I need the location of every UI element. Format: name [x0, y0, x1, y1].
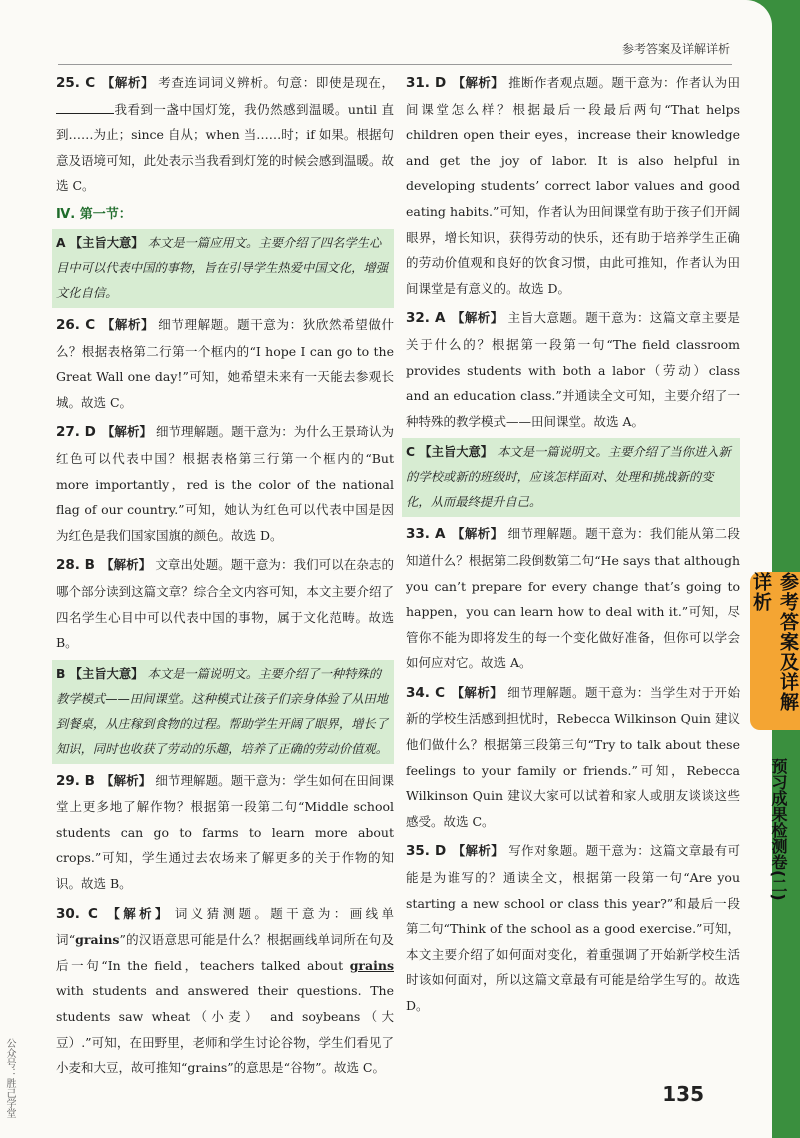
answer-25 — [56, 70, 394, 199]
analysis-tag: 【解析】 — [103, 905, 171, 921]
fill-blank — [56, 99, 114, 114]
analysis-tag: 【解析】 — [451, 310, 504, 326]
header-divider — [58, 64, 732, 65]
answer-31 — [406, 70, 740, 301]
target-word: grains — [75, 932, 120, 948]
page-header: 参考答案及详解详析 — [621, 42, 730, 56]
answer-text: 细节理解题。题干意为：为什么王景琦认为红色可以代表中国？根据表格第三行第一个框内的“But more importantly，red is the color of the national flag of our country.”可知，她认为红色可以代表中国是因为红色是我们国家国旗的颜色。故选 D。 — [56, 424, 394, 543]
question-number: 32. A — [406, 310, 446, 327]
analysis-tag: 【解析】 — [100, 557, 152, 573]
side-tab — [750, 572, 800, 730]
question-number: 27. D — [56, 424, 96, 441]
answer-text: 词义猜测题。题干意为：画线单词“ — [56, 905, 394, 948]
answer-text: 我看到一盏中国灯笼，我仍然感到温暖。until 直到……为止；since 自从；when 当……时；if 如果。根据句意及语境可知，此处表示当我看到灯笼的时候会感到温暖。故选 C。 — [56, 101, 394, 194]
analysis-tag: 【解析】 — [452, 843, 505, 859]
answer-text: 细节理解题。题干意为：学生如何在田间课堂上更多地了解作物？根据第一段第二句“Middle school students can go to farms to learn more about crops.”可知，学生通过去农场来了解更多的关于作物的知识。故选 B。 — [56, 772, 394, 892]
answer-28 — [56, 552, 394, 655]
analysis-tag: 【解析】 — [101, 316, 155, 332]
question-number: 30. C — [56, 905, 98, 922]
answer-32 — [406, 305, 740, 434]
analysis-tag: 【解析】 — [451, 526, 504, 542]
main-idea-text: 本文是一篇说明文。主要介绍了当你进入新的学校或新的班级时，应该怎样面对、处理和挑战新的变化，从而最终提升自己。 — [406, 445, 731, 510]
question-number: 29. B — [56, 772, 95, 789]
main-idea-b — [52, 660, 394, 764]
main-idea-text: 本文是一篇说明文。主要介绍了一种特殊的教学模式——田间课堂。这种模式让孩子们亲身体验了从田地到餐桌，从庄稼到食物的过程。帮助学生开阔了眼界，增长了知识，同时也收获了劳动的乐趣，培养了正确的劳动价值观。 — [56, 666, 389, 756]
question-number: 35. D — [406, 843, 447, 860]
main-idea-text: 本文是一篇应用文。主要介绍了四名学生心目中可以代表中国的事物，旨在引导学生热爱中国文化，增强文化自信。 — [56, 235, 389, 300]
answer-34 — [406, 680, 740, 835]
analysis-tag: 【解析】 — [101, 75, 155, 90]
main-idea-label: B 【主旨大意】 — [56, 666, 144, 681]
question-number: 34. C — [406, 684, 445, 701]
analysis-tag: 【解析】 — [452, 75, 505, 90]
watermark: 公众号：胜己学堂 — [4, 1038, 15, 1118]
answer-33 — [406, 521, 740, 676]
page-number: 135 — [662, 1082, 704, 1106]
analysis-tag: 【解析】 — [450, 684, 504, 700]
analysis-tag: 【解析】 — [100, 772, 152, 788]
answer-text: 主旨大意题。题干意为：这篇文章主要是关于什么的？根据第一段第一句“The field classroom provides students with both a labor（劳动）class and an education class.”并通读全文可知，主要介绍了一种特殊的教学模式——田间课堂。故选 A。 — [406, 310, 740, 429]
answer-text: 细节理解题。题干意为：狄欣然希望做什么？根据表格第二行第一个框内的“I hope I can go to the Great Wall one day!”可知，她希望未来有一天能去参观长城。故选 C。 — [56, 316, 394, 410]
left-column — [56, 70, 394, 1085]
side-tab-label: 参考答案及详解详析 — [750, 572, 799, 712]
section-heading: Ⅳ. 第一节： — [56, 206, 132, 222]
question-number: 31. D — [406, 75, 447, 91]
underlined-word: grains — [349, 957, 394, 973]
answer-35 — [406, 838, 740, 1018]
answer-text: with students and answered their questions. The students saw wheat（小麦） and soybeans（大豆）.”可知，在田野里，老师和学生讨论谷物，学生们看见了小麦和大豆，故可推知“grains”的意思是“谷物”。故选 C。 — [56, 983, 394, 1076]
answer-text: ”的汉语意思可能是什么？根据画线单词所在句及后一句“In the field，teachers talked about — [56, 932, 394, 973]
answer-30 — [56, 901, 394, 1081]
side-title: 预习成果检测卷(二) — [769, 758, 788, 901]
main-idea-c — [402, 438, 740, 517]
main-idea-label: C 【主旨大意】 — [406, 445, 494, 460]
answer-text: 细节理解题。题干意为：当学生对于开始新的学校生活感到担忧时，Rebecca Wilkinson Quin 建议他们做什么？根据第三段第三句“Try to talk about these feelings to your family or friends.”可知，Rebecca Wilkinson Quin 建议大家可以试着和家人或朋友谈谈这些感受。故选 C。 — [406, 684, 740, 829]
analysis-tag: 【解析】 — [101, 424, 152, 440]
answer-text: 推断作者观点题。题干意为：作者认为田间课堂怎么样？根据最后一段最后两句“That helps children open their eyes，increase their knowledge and get the joy of labor. It is also helpful in developing students’ correct labor values and good eating habits.”可知，作者认为田间课堂有助于孩子们开阔眼界，增长知识，获得劳动的快乐，还有助于培养学生正确的劳动价值观和良好的饮食习惯，由此可推知，作者认为田间课堂是有意义的。故选 D。 — [406, 75, 740, 296]
main-idea-a — [52, 229, 394, 308]
answer-text: 文章出处题。题干意为：我们可以在杂志的哪个部分读到这篇文章？综合全文内容可知，本文主要介绍了四名学生心目中可以代表中国的事物，属于文化范畴。故选 B。 — [56, 557, 394, 651]
right-column — [406, 70, 740, 1023]
answer-29 — [56, 768, 394, 897]
question-number: 26. C — [56, 316, 96, 333]
answer-27 — [56, 419, 394, 548]
question-number: 28. B — [56, 557, 95, 574]
answer-text: 考查连词词义辨析。句意：即使是现在， — [158, 75, 394, 90]
question-number: 33. A — [406, 526, 446, 543]
question-number: 25. C — [56, 75, 96, 91]
main-idea-label: A 【主旨大意】 — [56, 235, 144, 250]
answer-26 — [56, 312, 394, 415]
answer-text: 细节理解题。题干意为：我们能从第二段知道什么？根据第二段倒数第二句“He says that although you can’t prepare for every change that’s going to happen，you can learn how to deal with it.”可知，尽管你不能为即将发生的每一个变化做好准备，但你可以学会如何应对它。故选 A。 — [406, 526, 740, 671]
answer-text: 写作对象题。题干意为：这篇文章最有可能是为谁写的？通读全文，根据第一段第一句“Are you starting a new school or class this year?”和最后一段第二句“Think of the school as a good exercise.”可知，本文主要介绍了如何面对变化，着重强调了开始新学校生活时该如何面对，所以这篇文章最有可能是给学生写的。故选 D。 — [406, 843, 740, 1013]
